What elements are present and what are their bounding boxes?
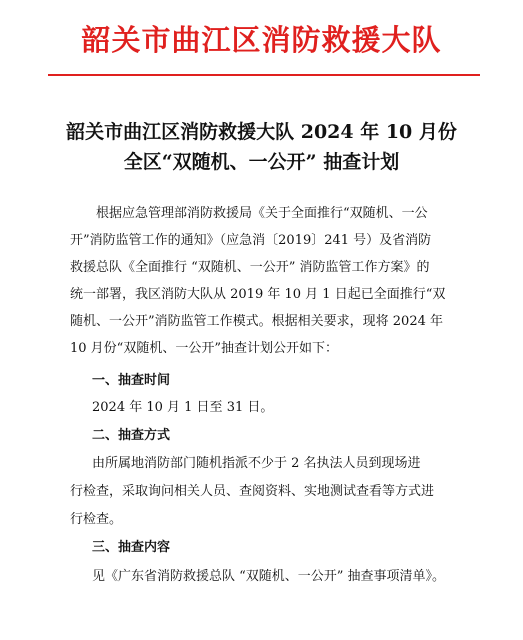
- section-method-text: 行检查。: [70, 512, 123, 527]
- intro-line: 随机、一公开”消防监管工作模式。根据相关要求，现将 2024 年: [70, 314, 443, 329]
- intro-line: 10 月份“双随机、一公开”抽查计划公开如下：: [70, 341, 338, 356]
- section-heading-time: 一、抽查时间: [92, 373, 171, 388]
- section-time-text: 2024 年 10 月 1 日至 31 日。: [92, 400, 274, 415]
- intro-line: 根据应急管理部消防救援局《关于全面推行“双随机、一公: [96, 206, 428, 221]
- section-method-text: 由所属地消防部门随机指派不少于 2 名执法人员到现场进: [92, 456, 421, 471]
- document-title-line-2: 全区“双随机、一公开” 抽查计划: [123, 151, 400, 173]
- intro-line: 救援总队《全面推行 “双随机、一公开” 消防监管工作方案》的: [70, 260, 430, 275]
- section-content-text: 见《广东省消防救援总队 “双随机、一公开” 抽查事项清单》。: [92, 569, 446, 584]
- section-heading-content: 三、抽查内容: [92, 540, 171, 555]
- document-title: [0, 117, 523, 177]
- intro-paragraph: [70, 200, 458, 362]
- intro-line: 统一部署，我区消防大队从 2019 年 10 月 1 日起已全面推行“双: [70, 287, 446, 302]
- section-method-text: 行检查，采取询问相关人员、查阅资料、实地测试查看等方式进: [70, 484, 435, 499]
- letterhead-title: 韶关市曲江区消防救援大队: [81, 23, 442, 57]
- section-heading-method: 二、抽查方式: [92, 428, 171, 443]
- letterhead-red-rule: [48, 74, 480, 76]
- intro-line: 开”消防监管工作的通知》（应急消〔2019〕241 号）及省消防: [70, 233, 432, 248]
- document-title-line-1: 韶关市曲江区消防救援大队 2024 年 10 月份: [66, 121, 457, 143]
